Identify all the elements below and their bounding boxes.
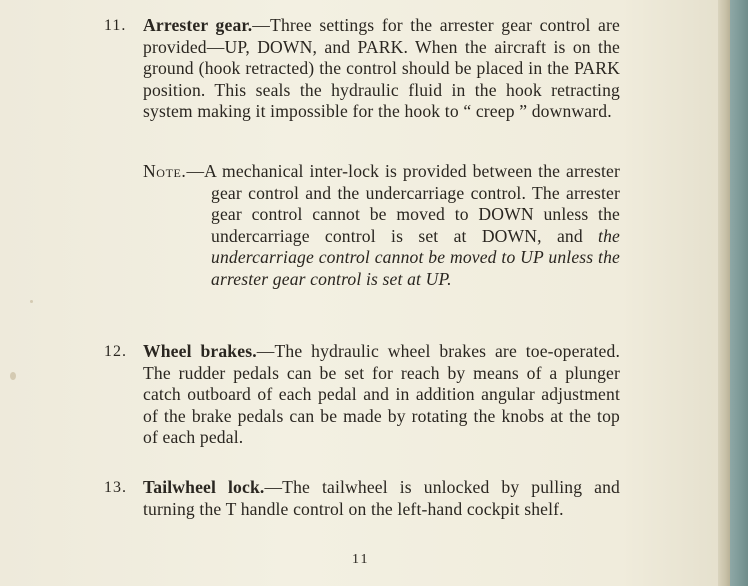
- note-italic-text: the undercarriage control cannot be moved to UP unless the arrester gear control is set at UP.: [211, 225, 620, 289]
- section-text: —The hydraulic wheel brakes are toe-operated. The rudder pedals can be set for reach by means of a plunger catch outboard of each pedal and in addition angular adjustment of the brake pedals can be made by rotating the knobs at the top of each pedal.: [143, 341, 620, 448]
- note-block: [143, 161, 620, 291]
- section-wheel-brakes: [143, 341, 620, 449]
- section-number: 12.: [104, 343, 127, 360]
- page-number: 11: [352, 552, 370, 567]
- section-text: —The tailwheel is unlocked by pulling and turning the T handle control on the left-hand cockpit shelf.: [143, 477, 620, 519]
- section-heading: Arrester gear.: [143, 15, 253, 35]
- page-stain: [10, 372, 16, 380]
- section-tailwheel-lock: [143, 477, 620, 520]
- section-number: 13.: [104, 479, 127, 496]
- section-arrester-gear: [143, 15, 620, 123]
- page-edge: [718, 0, 730, 586]
- section-text: —Three settings for the arrester gear control are provided—UP, DOWN, and PARK. When the aircraft is on the ground (hook retracted) the control should be placed in the PARK position. This seals the hydraulic fluid in the hook retracting system making it impossible for the hook to “ creep ” downward.: [143, 15, 620, 122]
- section-heading: Wheel brakes.: [143, 341, 257, 361]
- section-heading: Tailwheel lock.: [143, 477, 265, 497]
- page-stain: [30, 300, 33, 303]
- note-text: —A mechanical inter-lock is provided between the arrester gear control and the undercarriage control. The arrester gear control cannot be moved to DOWN unless the undercarriage control is set at DOWN, and: [186, 161, 620, 246]
- section-number: 11.: [104, 17, 127, 34]
- note-label: Note.: [143, 161, 187, 181]
- book-cover-edge: [730, 0, 748, 586]
